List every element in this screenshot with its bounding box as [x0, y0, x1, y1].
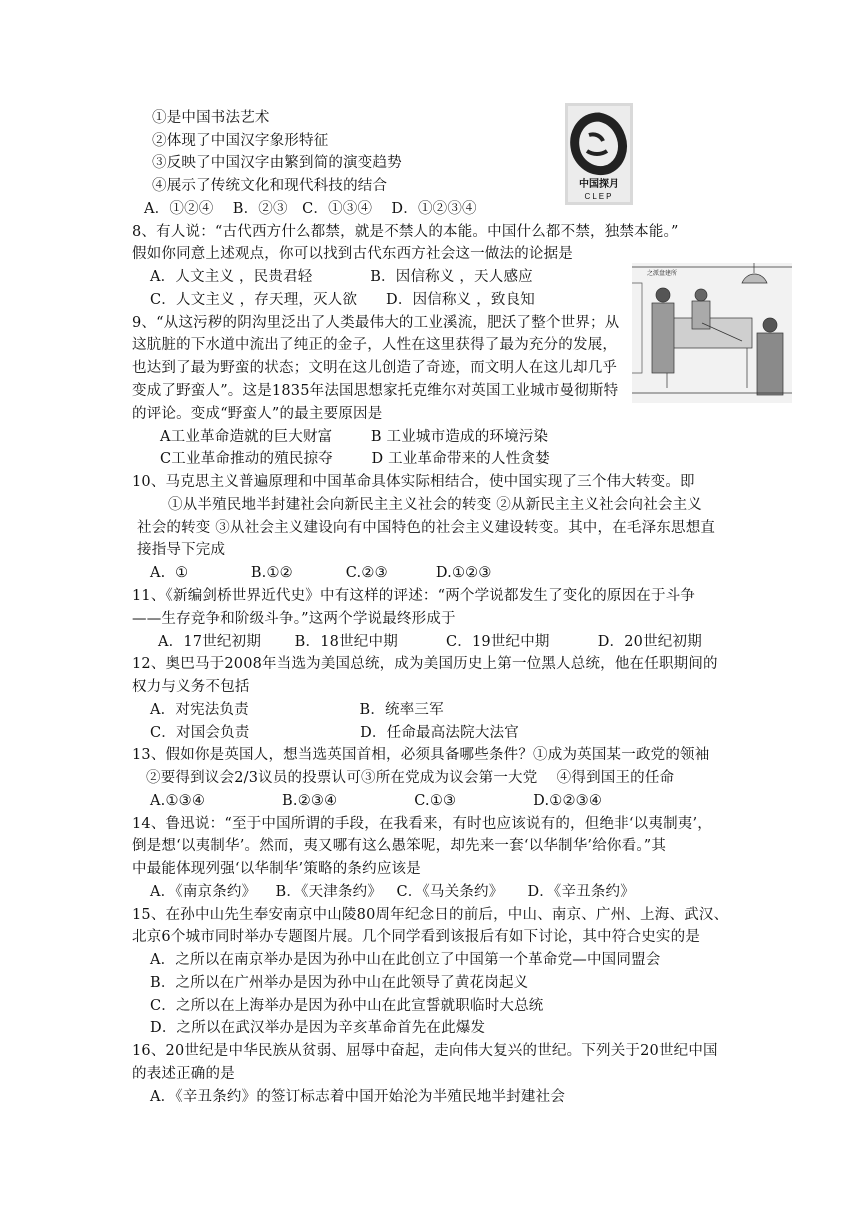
text-line: D．之所以在武汉举办是因为辛亥革命首先在此爆发	[150, 1020, 486, 1036]
text-line: A．①②④ B．②③ C．①③④ D．①②③④	[144, 201, 477, 217]
svg-text:中国探月: 中国探月	[579, 179, 619, 190]
text-line: C．人文主义 ，存天理，灭人欲 D．因信称义 ，致良知	[150, 292, 535, 308]
text-line: A．人文主义 ，民贵君轻 B．因信称义 ，天人感应	[150, 269, 533, 285]
clep-logo	[565, 103, 633, 205]
text-line: 15、在孙中山先生奉安南京中山陵80周年纪念日的前后，中山、南京、广州、上海、武汉、	[132, 907, 729, 923]
text-line: 社会的转变 ③从社会主义建设向有中国特色的社会主义建设转变。其中，在毛泽东思想直	[137, 520, 716, 536]
text-line: 北京6个城市同时举办专题图片展。几个同学看到该报后有如下讨论，其中符合史实的是	[132, 929, 701, 945]
text-line: C．之所以在上海举办是因为孙中山在此宣誓就职临时大总统	[150, 998, 544, 1014]
text-line: A. ① B.①② C.②③ D.①②③	[150, 565, 492, 581]
text-line: A工业革命造就的巨大财富 B 工业城市造成的环境污染	[160, 429, 549, 445]
text-line: A．17世纪初期 B．18世纪中期 C．19世纪中期 D．20世纪初期	[158, 634, 702, 650]
text-line: 12、奥巴马于2008年当选为美国总统，成为美国历史上第一位黑人总统，他在任职期间的	[132, 656, 718, 672]
text-line: C工业革命推动的殖民掠夺 D 工业革命带来的人性贪婪	[160, 451, 550, 467]
text-line: 14、鲁迅说：“至于中国所谓的手段，在我看来，有时也应该说有的，但绝非‘以夷制夷’，	[132, 816, 712, 832]
text-line: 的评论。变成“野蛮人”的最主要原因是	[132, 406, 383, 422]
text-line: 接指导下完成	[137, 542, 226, 558]
text-line: A．对宪法负责 B．统率三军	[150, 702, 444, 718]
text-line: 16、20世纪是中华民族从贫弱、屈辱中奋起，走向伟大复兴的世纪。下列关于20世纪中国	[132, 1043, 718, 1059]
text-line: ①从半殖民地半封建社会向新民主主义社会的转变 ②从新民主主义社会向社会主义	[168, 497, 703, 513]
text-line: 10、马克思主义普遍原理和中国革命具体实际相结合，使中国实现了三个伟大转变。即	[132, 474, 695, 490]
svg-text:之派盘建所: 之派盘建所	[647, 270, 678, 277]
text-line: A．《南京条约》 B．《天津条约》 C．《马关条约》 D．《辛丑条约》	[150, 884, 635, 900]
text-line: 变成了野蛮人”。这是1835年法国思想家托克维尔对英国工业城市曼彻斯特	[132, 383, 619, 399]
text-line: 倒是想‘以夷制华’。然而，夷又哪有这么愚笨呢，却先来一套‘以华制华’给你看。”其	[132, 838, 667, 854]
text-line: ②要得到议会2/3议员的投票认可③所在党成为议会第一大党 ④得到国王的任命	[146, 770, 675, 786]
text-line: ——生存竞争和阶级斗争。”这两个学说最终形成于	[132, 611, 456, 627]
text-line: 11、《新编剑桥世界近代史》中有这样的评述：“两个学说都发生了变化的原因在于斗争	[132, 588, 696, 604]
billiards-illustration	[632, 263, 792, 403]
text-line: A．之所以在南京举办是因为孙中山在此创立了中国第一个革命党—中国同盟会	[150, 952, 661, 968]
text-line: ②体现了中国汉字象形特征	[152, 133, 329, 149]
text-line: 13、假如你是英国人，想当选英国首相，必须具备哪些条件？①成为英国某一政党的领袖	[132, 747, 710, 763]
text-line: B．之所以在广州举办是因为孙中山在此领导了黄花岗起义	[150, 975, 529, 991]
text-line: A.①③④ B.②③④ C.①③ D.①②③④	[150, 793, 603, 809]
text-line: A．《辛丑条约》的签订标志着中国开始沦为半殖民地半封建社会	[150, 1089, 566, 1105]
svg-text:CLEP: CLEP	[584, 192, 614, 201]
text-line: 假如你同意上述观点，你可以找到古代东西方社会这一做法的论据是	[132, 246, 573, 262]
text-line: 也达到了最为野蛮的状态；文明在这儿创造了奇迹，而文明人在这儿却几乎	[132, 360, 618, 376]
text-line: ①是中国书法艺术	[152, 110, 270, 126]
text-line: C．对国会负责 D．任命最高法院大法官	[150, 725, 519, 741]
text-line: 8、有人说：“古代西方什么都禁，就是不禁人的本能。中国什么都不禁，独禁本能。”	[132, 224, 679, 240]
text-line: 中最能体现列强‘以华制华’策略的条约应该是	[132, 861, 421, 877]
text-line: 9、“从这污秽的阴沟里泛出了人类最伟大的工业溪流，肥沃了整个世界；从	[132, 315, 620, 331]
text-line: ④展示了传统文化和现代科技的结合	[152, 178, 388, 194]
text-line: 这肮脏的下水道中流出了纯正的金子，人性在这里获得了最为充分的发展，	[132, 337, 618, 353]
text-line: 的表述正确的是	[132, 1066, 235, 1082]
text-line: 权力与义务不包括	[132, 679, 250, 695]
text-line: ③反映了中国汉字由繁到简的演变趋势	[152, 155, 402, 171]
